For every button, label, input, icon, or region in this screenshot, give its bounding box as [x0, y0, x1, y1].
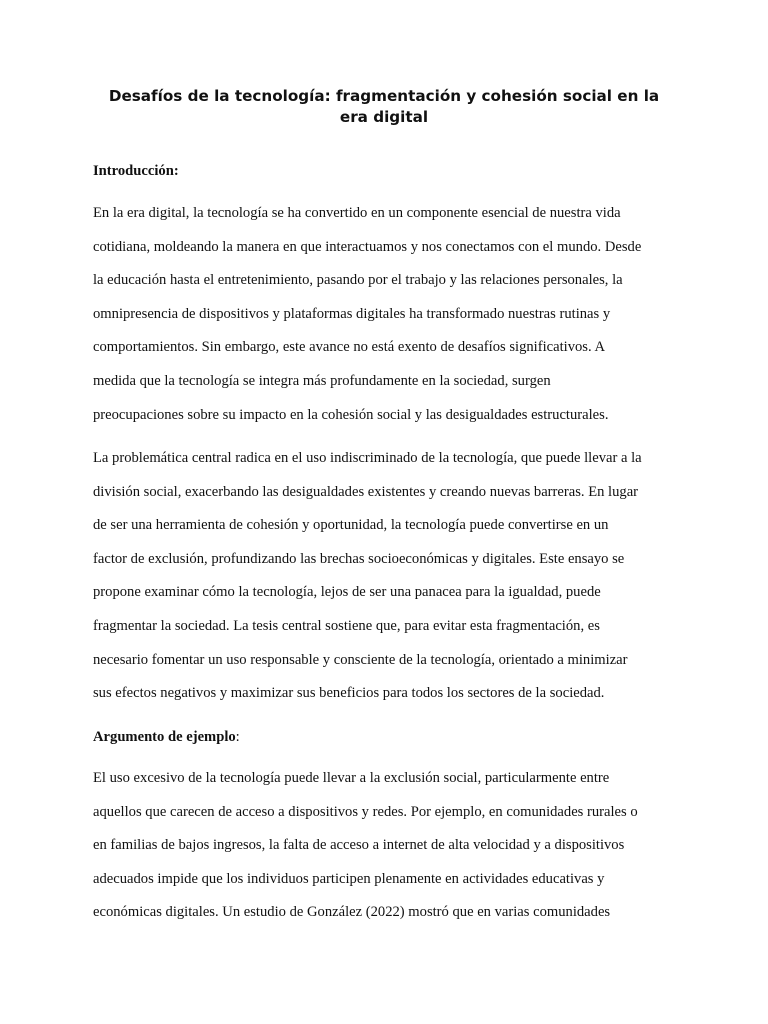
paragraph-line: La problemática central radica en el uso indiscriminado de la tecnología, que puede llevar a la: [93, 450, 642, 466]
document-title: [90, 86, 678, 128]
paragraph-line: división social, exacerbando las desigualdades existentes y creando nuevas barreras. En lugar: [93, 483, 639, 500]
intro-paragraph-2: [93, 442, 683, 711]
paragraph-line: propone examinar cómo la tecnología, lejos de ser una panacea para la igualdad, puede: [93, 584, 601, 601]
paragraph-line: fragmentar la sociedad. La tesis central sostiene que, para evitar esta fragmentación, es: [93, 617, 600, 634]
paragraph-line: comportamientos. Sin embargo, este avance no está exento de desafíos significativos. A: [93, 339, 605, 356]
paragraph-line: factor de exclusión, profundizando las brechas socioeconómicas y digitales. Este ensayo se: [93, 550, 625, 567]
paragraph-line: El uso excesivo de la tecnología puede llevar a la exclusión social, particularmente entre: [93, 770, 610, 786]
intro-heading: Introducción:: [93, 163, 179, 179]
example-paragraph: [93, 762, 683, 930]
example-heading: [93, 727, 240, 747]
intro-paragraph-1: [93, 197, 683, 432]
paragraph-line: en familias de bajos ingresos, la falta de acceso a internet de alta velocidad y a dispositivos: [93, 837, 625, 854]
example-heading-text: Argumento de ejemplo: [93, 729, 236, 745]
paragraph-line: aquellos que carecen de acceso a dispositivos y redes. Por ejemplo, en comunidades rurales o: [93, 803, 638, 820]
paragraph-line: la educación hasta el entretenimiento, pasando por el trabajo y las relaciones personales, la: [93, 272, 623, 289]
paragraph-line: medida que la tecnología se integra más profundamente en la sociedad, surgen: [93, 372, 551, 389]
example-heading-colon: :: [235, 729, 240, 745]
paragraph-line: preocupaciones sobre su impacto en la cohesión social y las desigualdades estructurales.: [93, 406, 609, 423]
paragraph-line: cotidiana, moldeando la manera en que interactuamos y nos conectamos con el mundo. Desde: [93, 238, 642, 255]
paragraph-line: adecuados impide que los individuos participen plenamente en actividades educativas y: [93, 870, 605, 887]
paragraph-line: sus efectos negativos y maximizar sus beneficios para todos los sectores de la sociedad.: [93, 685, 605, 702]
paragraph-line: económicas digitales. Un estudio de González (2022) mostró que en varias comunidades: [93, 904, 611, 921]
paragraph-line: de ser una herramienta de cohesión y oportunidad, la tecnología puede convertirse en un: [93, 517, 609, 534]
title-line: era digital: [339, 108, 429, 126]
paragraph-line: omnipresencia de dispositivos y plataformas digitales ha transformado nuestras rutinas y: [93, 305, 611, 322]
title-line: Desafíos de la tecnología: fragmentación y cohesión social en la: [108, 87, 660, 105]
paragraph-line: necesario fomentar un uso responsable y consciente de la tecnología, orientado a minimizar: [93, 651, 628, 668]
paragraph-line: En la era digital, la tecnología se ha convertido en un componente esencial de nuestra vida: [93, 205, 621, 221]
